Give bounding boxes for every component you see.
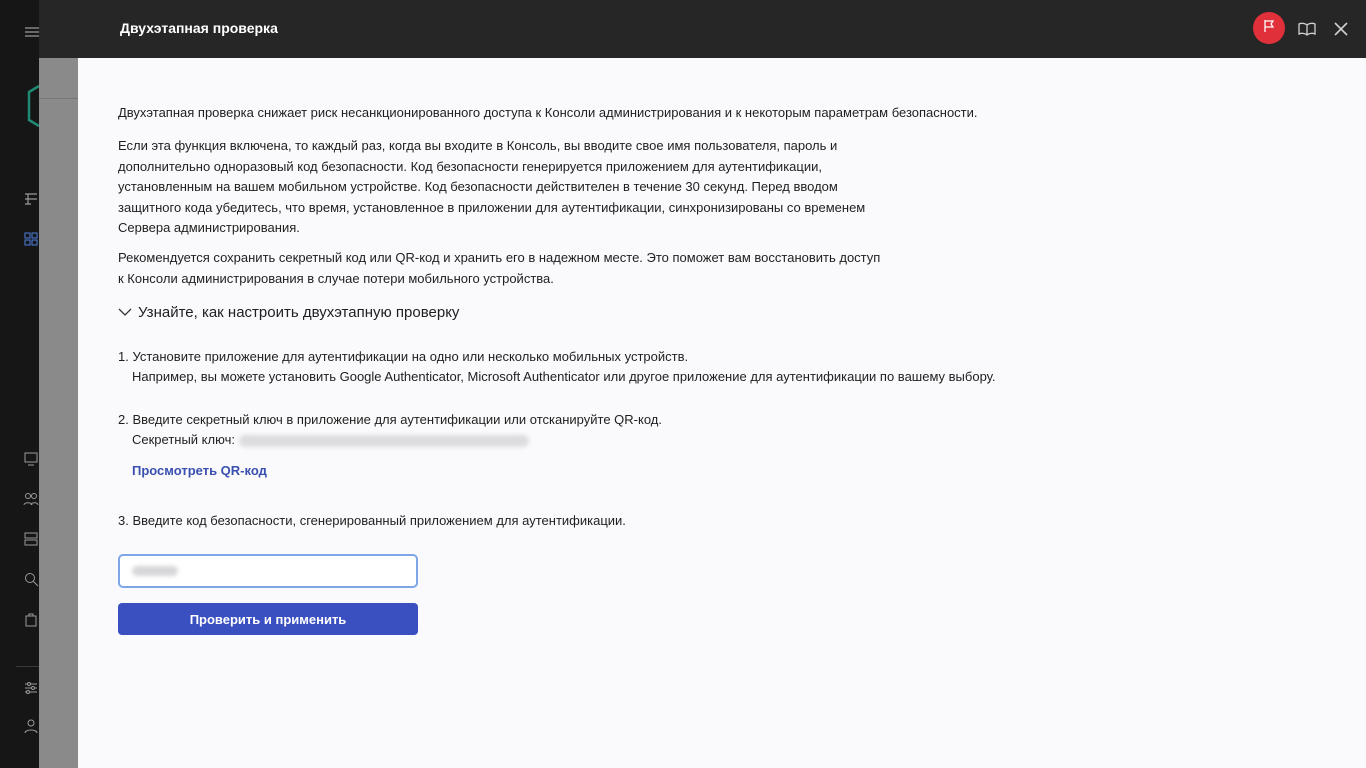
users-icon[interactable]	[23, 491, 39, 507]
monitoring-icon[interactable]	[23, 191, 39, 207]
logo-icon	[23, 84, 39, 128]
step-1-title: 1. Установите приложение для аутентификации на одно или несколько мобильных устройств.	[118, 349, 689, 364]
marketplace-icon[interactable]	[23, 611, 39, 627]
app-sidebar	[0, 0, 39, 768]
secret-key-row	[118, 430, 662, 450]
security-code-input[interactable]	[118, 554, 418, 588]
dimmed-app-background	[39, 58, 78, 768]
recommendation-text: Рекомендуется сохранить секретный код или QR-код и хранить его в надежном месте. Это поможет вам восстановить доступ к Консоли администрирования в случае потери мобильного устройства.	[118, 250, 881, 286]
dialog-panel	[78, 58, 1366, 768]
step-1-hint: Например, вы можете установить Google Authenticator, Microsoft Authenticator или другое приложение для аутентификации по вашему выбору.	[132, 369, 996, 384]
view-qr-code-link[interactable]: Просмотреть QR-код	[132, 463, 267, 478]
setup-instructions-expander[interactable]	[118, 301, 459, 323]
discovery-icon[interactable]	[23, 571, 39, 587]
book-icon[interactable]	[1298, 20, 1316, 38]
devices-icon[interactable]	[23, 451, 39, 467]
step-3-title: 3. Введите код безопасности, сгенерированный приложением для аутентификации.	[118, 513, 626, 528]
step-3	[118, 511, 626, 531]
dialog-header	[39, 0, 1366, 58]
feedback-button[interactable]	[1253, 12, 1285, 44]
dialog-title: Двухэтапная проверка	[120, 20, 278, 36]
verify-and-apply-button[interactable]: Проверить и применить	[118, 603, 418, 635]
chevron-down-icon	[118, 307, 132, 317]
step-2	[118, 410, 662, 450]
security-code-value-redacted	[132, 566, 178, 576]
menu-icon[interactable]	[23, 24, 39, 40]
sidebar-divider	[16, 666, 39, 667]
account-icon[interactable]	[23, 718, 39, 734]
dashboard-icon[interactable]	[23, 231, 39, 247]
flag-icon	[1262, 19, 1276, 38]
intro-text: Двухэтапная проверка снижает риск несанкционированного доступа к Консоли администрирования и к некоторым параметрам безопасности.	[118, 105, 978, 120]
secret-key-label: Секретный ключ:	[132, 432, 235, 447]
secret-key-value-redacted	[239, 435, 529, 447]
close-icon[interactable]	[1332, 20, 1350, 38]
operations-icon[interactable]	[23, 531, 39, 547]
step-1	[118, 347, 995, 387]
expander-label: Узнайте, как настроить двухэтапную проверку	[138, 303, 460, 321]
step-2-title: 2. Введите секретный ключ в приложение для аутентификации или отсканируйте QR-код.	[118, 412, 662, 427]
description-text: Если эта функция включена, то каждый раз, когда вы входите в Консоль, вы вводите свое имя пользователя, пароль и дополнительно одноразовый код безопасности. Код безопасности генерируется приложением для аутентификации, установленным на вашем мобильном устройстве. Код безопасности действителен в течение 30 секунд. Перед вводом защитного кода убедитесь, что время, установленное в приложении для аутентификации, синхронизированы со временем Сервера администрирования.	[118, 138, 866, 235]
settings-icon[interactable]	[23, 680, 39, 696]
